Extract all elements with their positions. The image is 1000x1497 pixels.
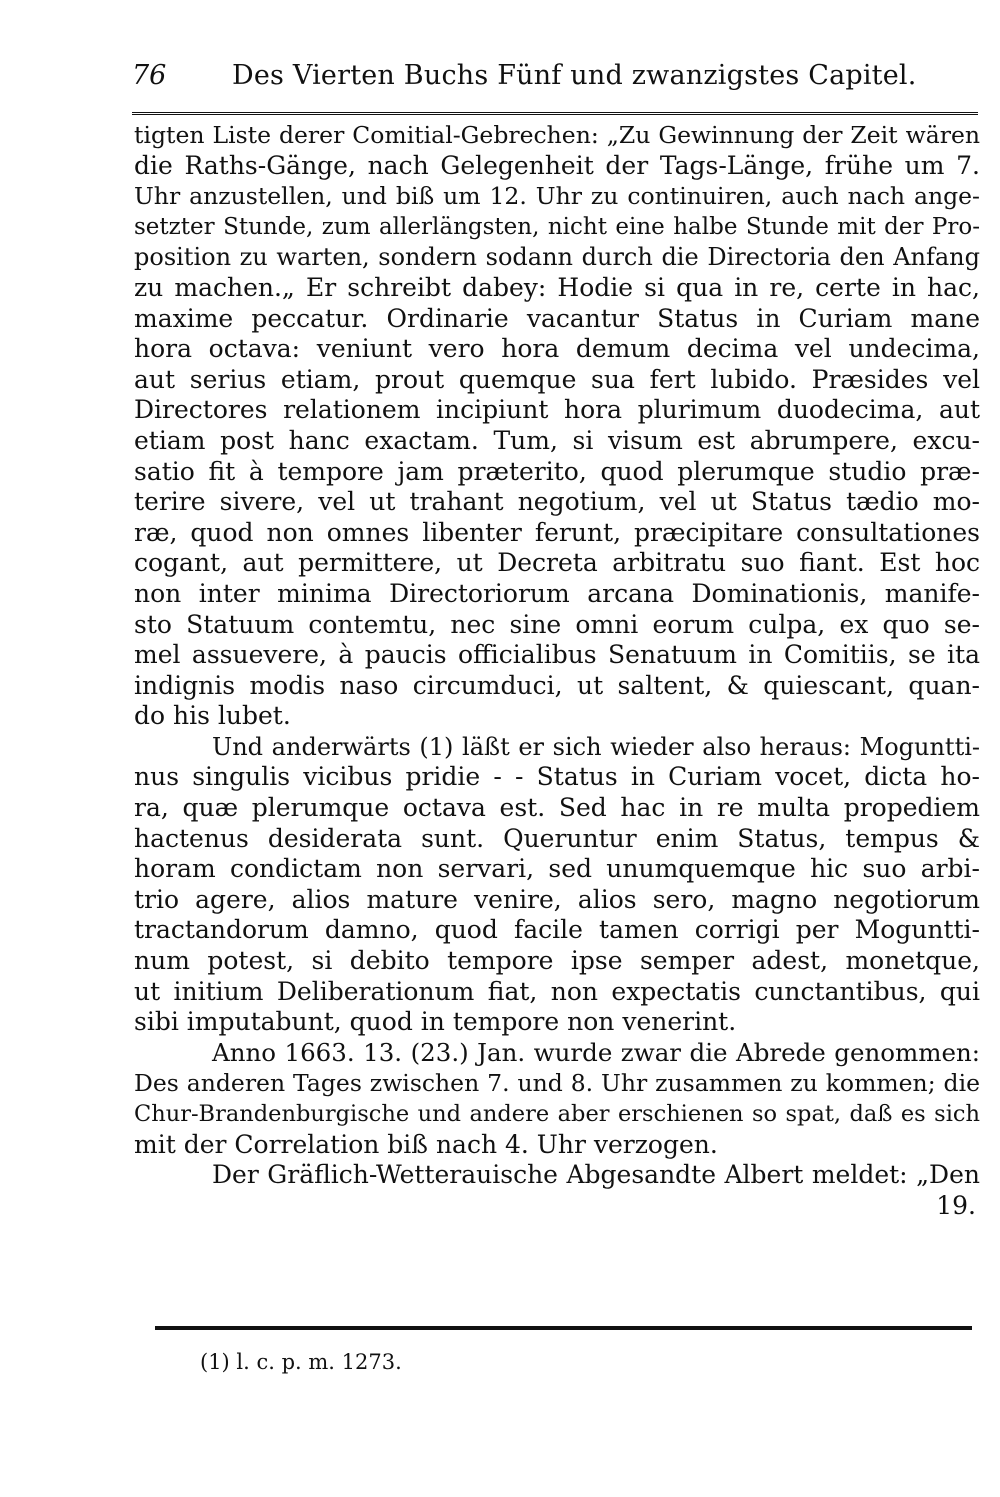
text-line: Des anderen Tages zwischen 7. und 8. Uhr zusammen zu kommen; die <box>134 1069 980 1098</box>
text-line: position zu warten, sondern sodann durch die Directoria den Anfang <box>134 243 980 272</box>
text-line: etiam post hanc exactam. Tum, si visum est abrumpere, excu- <box>134 425 980 455</box>
running-head: Des Vierten Buchs Fünf und zwanzigstes Capitel. <box>232 60 917 91</box>
text-line: tractandorum damno, quod facile tamen corrigi per Moguntti- <box>134 915 980 945</box>
text-line: tigten Liste derer Comitial-Gebrechen: „Zu Gewinnung der Zeit wären <box>134 121 980 149</box>
text-line: die Raths-Gänge, nach Gelegenheit der Tags-Länge, frühe um 7. <box>134 150 980 180</box>
page-header <box>132 58 980 108</box>
page-number: 76 <box>132 60 167 91</box>
text-line: ra, quæ plerumque octava est. Sed hac in re multa propediem <box>134 793 980 823</box>
text-line: Und anderwärts (1) läßt er sich wieder also heraus: Moguntti- <box>212 732 980 761</box>
text-line: trio agere, alios mature venire, alios sero, magno negotiorum <box>134 884 980 914</box>
text-line: terire sivere, vel ut trahant negotium, vel ut Status tædio mo- <box>134 487 980 517</box>
body-text <box>134 120 980 1221</box>
text-line: ut initium Deliberationum fiat, non expectatis cunctantibus, qui <box>134 976 980 1006</box>
text-line: mel assuevere, à paucis officialibus Senatuum in Comitiis, se ita <box>134 640 980 670</box>
header-rule <box>132 112 978 115</box>
text-line: Der Gräflich-Wetterauische Abgesandte Albert meldet: „Den <box>212 1160 980 1190</box>
footnote: (1) l. c. p. m. 1273. <box>200 1350 402 1374</box>
text-line: non inter minima Directoriorum arcana Dominationis, manife- <box>134 578 980 608</box>
text-line: hora octava: veniunt vero hora demum decima vel undecima, <box>134 334 980 364</box>
text-line: satio fit à tempore jam præterito, quod plerumque studio præ- <box>134 456 980 486</box>
catchword: 19. <box>936 1190 976 1220</box>
footnote-rule <box>155 1326 972 1330</box>
text-line: Directores relationem incipiunt hora plurimum duodecima, aut <box>134 395 980 425</box>
text-line: nus singulis vicibus pridie - - Status in Curiam vocet, dicta ho- <box>134 762 980 792</box>
text-line: Anno 1663. 13. (23.) Jan. wurde zwar die Abrede genommen: <box>212 1037 980 1067</box>
text-line: Chur-Brandenburgische und andere aber erschienen so spat, daß es sich <box>134 1101 980 1127</box>
text-line: indignis modis naso circumduci, ut saltent, & quiescant, quan- <box>134 670 980 700</box>
text-line: num potest, si debito tempore ipse semper adest, monetque, <box>134 946 980 976</box>
text-line: setzter Stunde, zum allerlängsten, nicht eine halbe Stunde mit der Pro- <box>134 213 980 240</box>
text-line: sibi imputabunt, quod in tempore non venerint. <box>134 1007 737 1037</box>
text-line: hactenus desiderata sunt. Queruntur enim Status, tempus & <box>134 823 980 853</box>
text-line: do his lubet. <box>134 701 291 731</box>
text-line: zu machen.„ Er schreibt dabey: Hodie si qua in re, certe in hac, <box>134 272 980 302</box>
text-line: mit der Correlation biß nach 4. Uhr verzogen. <box>134 1129 718 1159</box>
text-line: aut serius etiam, prout quemque sua fert lubido. Præsides vel <box>134 364 980 394</box>
text-line: cogant, aut permittere, ut Decreta arbitratu suo fiant. Est hoc <box>134 548 980 578</box>
text-line: maxime peccatur. Ordinarie vacantur Status in Curiam mane <box>134 303 980 333</box>
text-line: Uhr anzustellen, und biß um 12. Uhr zu continuiren, auch nach ange- <box>134 182 980 211</box>
text-line: horam condictam non servari, sed unumquemque hic suo arbi- <box>134 854 980 884</box>
text-line: ræ, quod non omnes libenter ferunt, præcipitare consultationes <box>134 517 980 547</box>
text-line: sto Statuum contemtu, nec sine omni eorum culpa, ex quo se- <box>134 609 980 639</box>
